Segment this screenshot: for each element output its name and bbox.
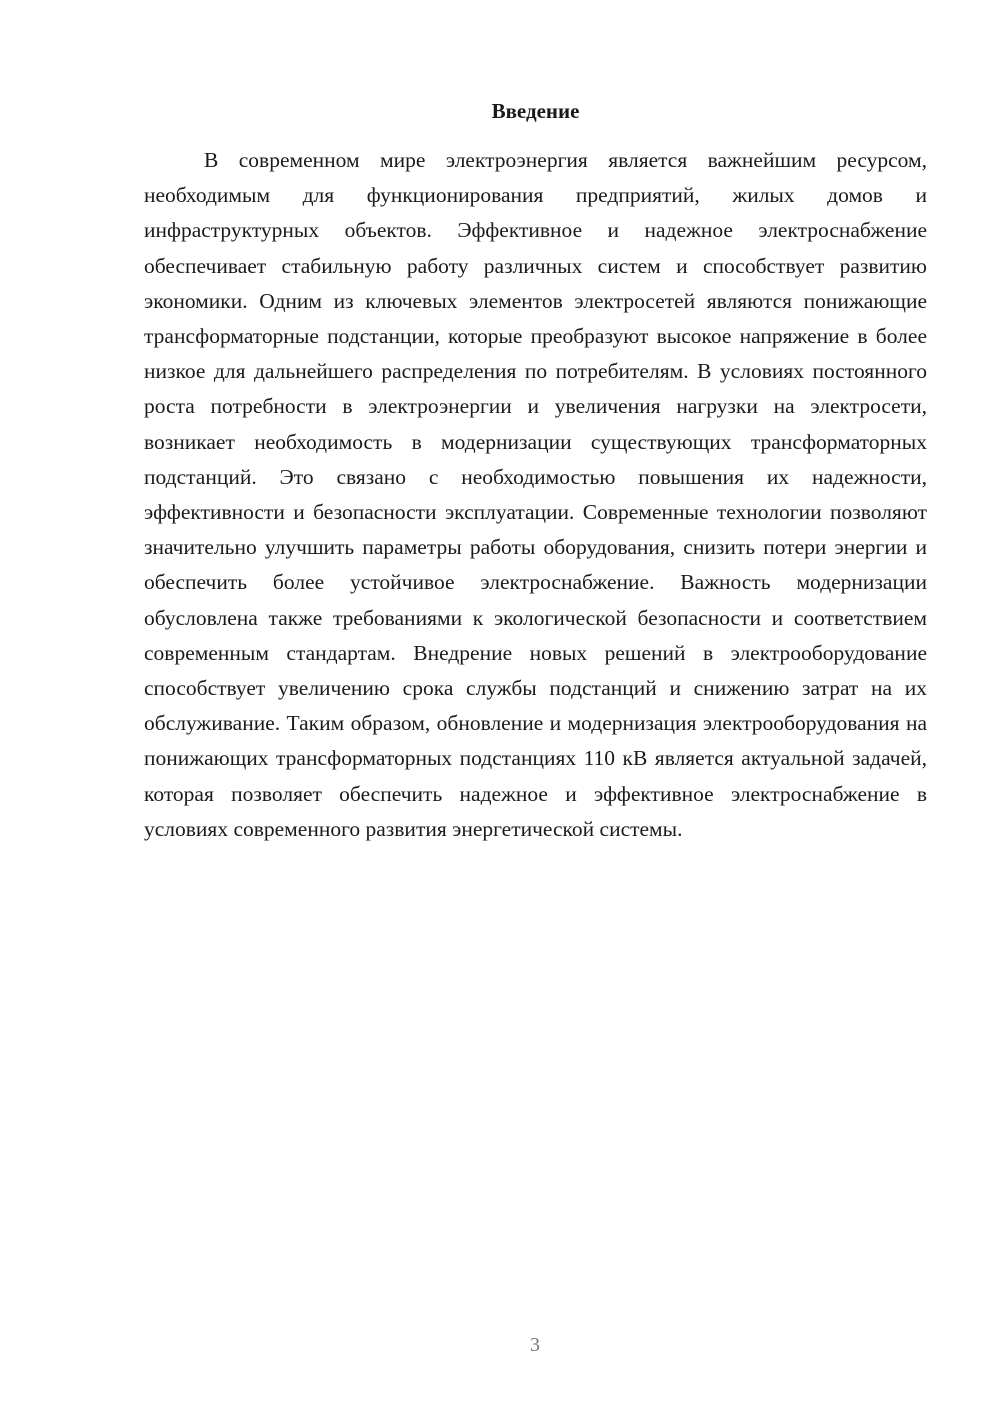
body-paragraph: В современном мире электроэнергия является важнейшим ресурсом, необходимым для функционирования предприятий, жилых домов и инфраструктурных объектов. Эффективное и надежное электроснабжение обеспечивает стабильную работу различных систем и способствует развитию экономики. Одним из ключевых элементов электросетей являются понижающие трансформаторные подстанции, которые преобразуют высокое напряжение в более низкое для дальнейшего распределения по потребителям. В условиях постоянного роста потребности в электроэнергии и увеличения нагрузки на электросети, возникает необходимость в модернизации существующих трансформаторных подстанций. Это связано с необходимостью повышения их надежности, эффективности и безопасности эксплуатации. Современные технологии позволяют значительно улучшить параметры работы оборудования, снизить потери энергии и обеспечить более устойчивое электроснабжение. Важность модернизации обусловлена также требованиями к экологической безопасности и соответствием современным стандартам. Внедрение новых решений в электрооборудование способствует увеличению срока службы подстанций и снижению затрат на их обслуживание. Таким образом, обновление и модернизация электрооборудования на понижающих трансформаторных подстанциях 110 кВ является актуальной задачей, которая позволяет обеспечить надежное и эффективное электроснабжение в условиях современного развития энергетической системы. bbox=[144, 148, 927, 841]
page-title: Введение bbox=[491, 99, 580, 123]
page-number: 3 bbox=[530, 1334, 540, 1356]
